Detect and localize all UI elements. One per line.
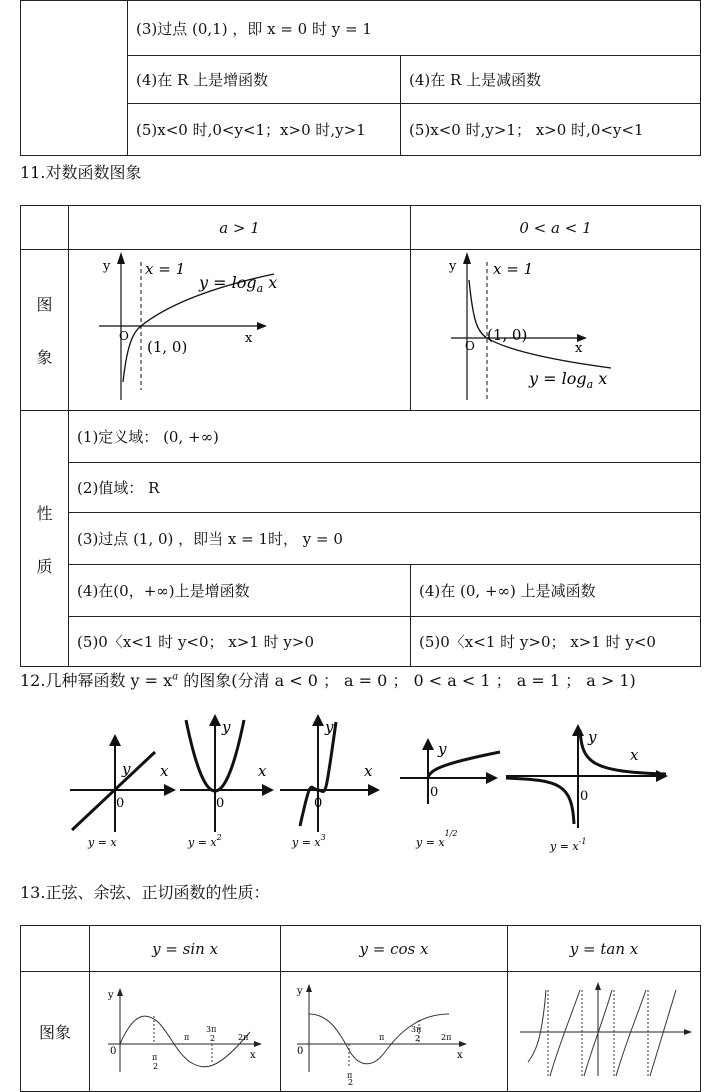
log-prop1: (1)定义域： (0, +∞) — [69, 411, 701, 463]
origin-label: 0 — [116, 796, 125, 811]
origin-label: O — [465, 339, 475, 353]
col-a-between: 0 < a < 1 — [411, 206, 701, 250]
log-prop2: (2)值域： R — [69, 463, 701, 513]
point-label: (1, 0) — [147, 338, 188, 356]
point-label: (1, 0) — [487, 326, 528, 344]
exp-prop5-left: (5)x<0 时,0<y<1；x>0 时,y>1 — [128, 104, 401, 156]
log-prop4-left: (4)在(0，+∞)上是增函数 — [69, 565, 411, 617]
power-graph-sqrt — [400, 738, 500, 849]
caption: y = x — [88, 836, 117, 849]
exp-properties-table — [20, 0, 701, 156]
prop-label-1: 性 — [36, 503, 53, 523]
cos-graph-cell — [281, 972, 508, 1092]
svg-text:2: 2 — [210, 1034, 216, 1043]
svg-text:π: π — [347, 1071, 353, 1080]
axis-y-label: y — [122, 760, 131, 778]
section13-heading: 13.正弦、余弦、正切函数的性质： — [20, 883, 270, 902]
svg-text:π: π — [379, 1033, 385, 1042]
svg-text:x: x — [457, 1050, 463, 1061]
exp-prop4-right: (4)在 R 上是减函数 — [401, 56, 701, 104]
power-graph-x2 — [180, 714, 274, 849]
cos-graph — [281, 972, 506, 1087]
svg-text:x: x — [250, 1050, 256, 1061]
origin-label: 0 — [314, 796, 323, 811]
graph-label-cell: 图象 — [21, 972, 90, 1092]
sin-graph-cell — [90, 972, 281, 1092]
origin-label: 0 — [580, 789, 589, 804]
log-prop3: (3)过点 (1, 0) ，即当 x = 1时， y = 0 — [69, 513, 701, 565]
axis-y-label: y — [449, 259, 457, 274]
svg-text:2π: 2π — [238, 1033, 249, 1042]
section12-heading: 12.几种幂函数 $y = x^a$ 的图象(分清 a < 0 ； a = 0 ； 0 < a < 1 ； a = 1 ； a > 1) — [20, 671, 636, 690]
svg-text:y: y — [108, 990, 114, 1001]
empty-label-cell — [21, 1, 128, 156]
axis-x-label: x — [364, 762, 373, 780]
axis-x-label: x — [258, 762, 267, 780]
svg-text:2: 2 — [415, 1034, 421, 1043]
tan-graph — [508, 972, 700, 1087]
caption: $y = x^2$ — [188, 833, 222, 849]
property-label-cell — [21, 411, 69, 667]
power-graph-x3 — [280, 714, 380, 849]
axis-x-label: x — [245, 331, 253, 346]
svg-text:2: 2 — [153, 1062, 159, 1071]
power-graph-inverse — [506, 724, 668, 853]
corner-cell — [21, 206, 69, 250]
svg-text:π: π — [152, 1053, 158, 1062]
log-graph-a-gt-1-cell — [69, 250, 411, 411]
vline-label: x = 1 — [145, 260, 186, 278]
log-prop4-right: (4)在 (0, +∞) 上是减函数 — [411, 565, 701, 617]
exp-prop5-right: (5)x<0 时,y>1； x>0 时,0<y<1 — [401, 104, 701, 156]
caption: $y = x^{-1}$ — [550, 837, 587, 853]
axis-y-label: y — [222, 718, 231, 736]
axis-y-label: y — [325, 718, 334, 736]
log-graph-a-between-cell — [411, 250, 701, 411]
log-prop5-left: (5)0〈x<1 时 y<0； x>1 时 y>0 — [69, 617, 411, 667]
svg-text:3π: 3π — [206, 1025, 217, 1034]
svg-text:3π: 3π — [411, 1025, 422, 1034]
svg-text:0: 0 — [110, 1046, 117, 1057]
axis-x-label: x — [160, 762, 169, 780]
axis-x-label: x — [575, 341, 583, 356]
vline-label: x = 1 — [493, 260, 534, 278]
sin-graph — [90, 972, 280, 1087]
svg-text:2: 2 — [348, 1078, 354, 1087]
section11-heading: 11.对数函数图象 — [20, 163, 142, 182]
caption: $y = x^{1/2}$ — [416, 829, 458, 849]
origin-label: 0 — [430, 785, 439, 800]
power-graph-x — [70, 734, 176, 849]
exp-prop4-left: (4)在 R 上是增函数 — [128, 56, 401, 104]
trig-table — [20, 925, 701, 1092]
graph-label-cell — [21, 250, 69, 411]
origin-label: 0 — [216, 796, 225, 811]
log-graph-a-between — [411, 250, 700, 406]
axis-y-label: y — [588, 728, 597, 746]
svg-text:π: π — [184, 1033, 190, 1042]
log-table — [20, 205, 701, 667]
corner-cell — [21, 926, 90, 972]
graph-label-1: 图 — [36, 295, 53, 314]
tan-graph-cell — [508, 972, 701, 1092]
col-tan: y = tan x — [508, 926, 701, 972]
svg-text:2π: 2π — [441, 1033, 452, 1042]
col-sin: y = sin x — [90, 926, 281, 972]
exp-prop3: (3)过点 (0,1) ，即 x = 0 时 y = 1 — [128, 1, 701, 56]
power-function-graphs — [60, 712, 680, 862]
caption: $y = x^3$ — [292, 833, 326, 849]
axis-x-label: x — [630, 746, 639, 764]
prop-label-2: 质 — [36, 556, 53, 576]
origin-label: O — [119, 329, 129, 343]
graph-label-2: 象 — [36, 348, 53, 367]
svg-text:0: 0 — [297, 1046, 304, 1057]
col-a-gt-1: a > 1 — [69, 206, 411, 250]
svg-text:y: y — [297, 986, 303, 997]
axis-y-label: y — [438, 740, 447, 758]
curve-label: $y = \log_a x$ — [199, 273, 278, 295]
log-graph-a-gt-1 — [69, 250, 409, 406]
log-prop5-right: (5)0〈x<1 时 y>0； x>1 时 y<0 — [411, 617, 701, 667]
col-cos: y = cos x — [281, 926, 508, 972]
axis-y-label: y — [103, 259, 111, 274]
curve-label: $y = \log_a x$ — [529, 369, 608, 391]
